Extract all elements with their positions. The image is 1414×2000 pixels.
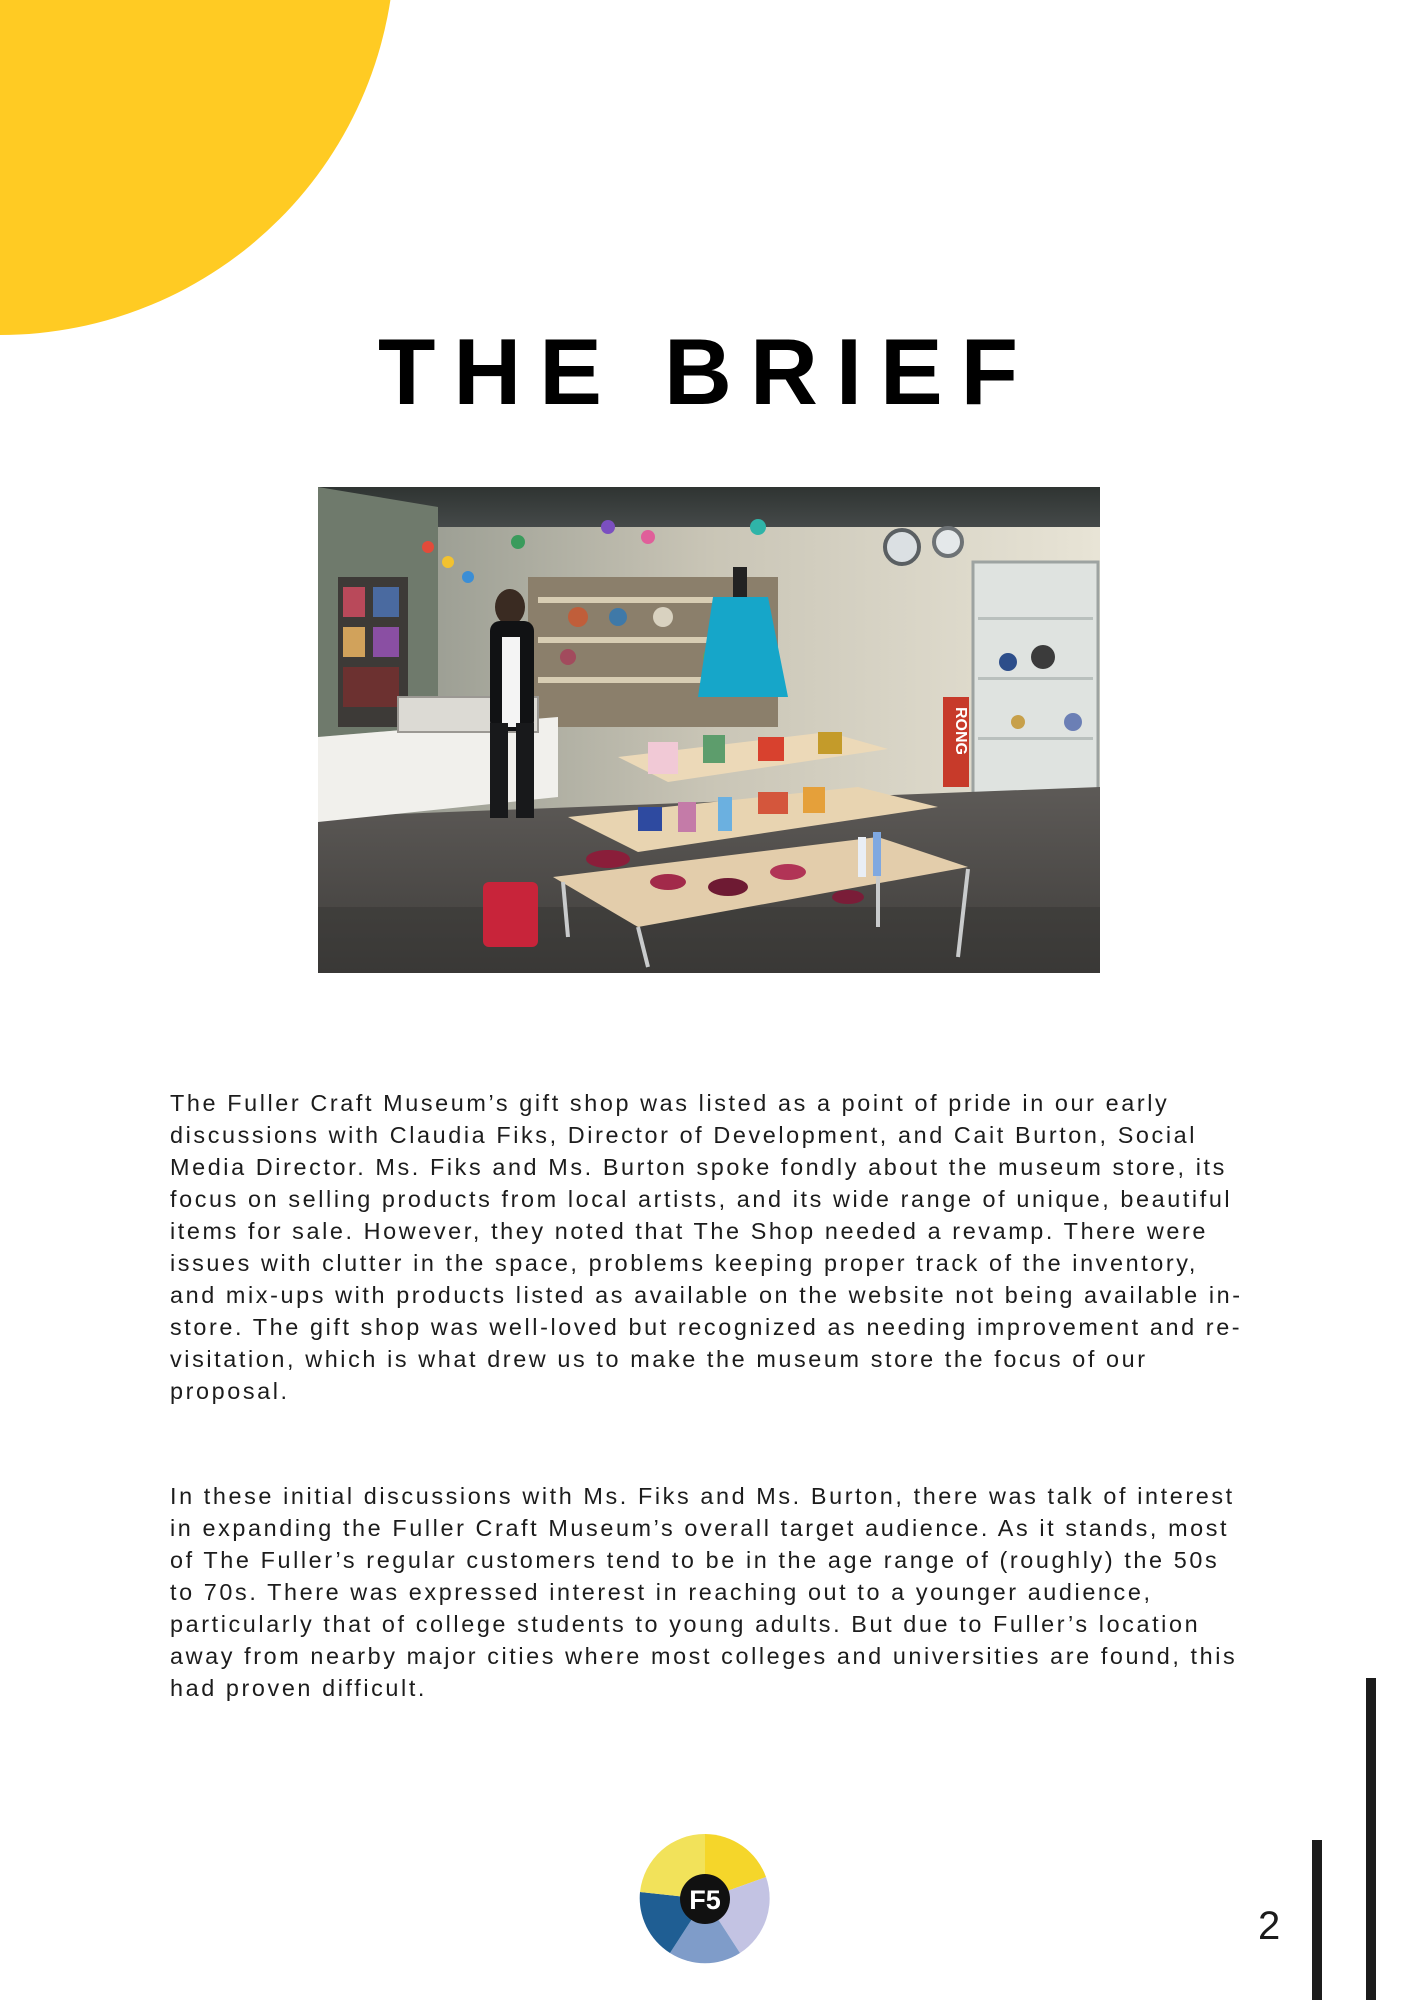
decorative-bar-short	[1312, 1840, 1322, 2000]
store-sign-text: RONG	[952, 707, 969, 755]
f5-logo	[638, 1832, 772, 1966]
page-title: THE BRIEF	[377, 318, 1037, 424]
paragraph-target-audience: In these initial discussions with Ms. Fiks and Ms. Burton, there was talk of interest in expanding the Fuller Craft Museum’s overall target audience. As it stands, most of The Fuller’s regular customers tend to be in the age range of (roughly) the 50s to 70s. There was expressed interest in reaching out to a younger audience, particularly that of college students to young adults. But due to Fuller’s location away from nearby major cities where most colleges and universities are found, this had proven difficult.	[170, 1483, 1238, 1701]
decorative-yellow-circle	[0, 0, 395, 335]
logo-text: F5	[689, 1885, 721, 1915]
page-number: 2	[1258, 1904, 1281, 1948]
paragraph-gift-shop: The Fuller Craft Museum’s gift shop was listed as a point of pride in our early discussions with Claudia Fiks, Director of Development, and Cait Burton, Social Media Director. Ms. Fiks and Ms. Burton spoke fondly about the museum store, its focus on selling products from local artists, and its wide range of unique, beautiful items for sale. However, they noted that The Shop needed a revamp. There were issues with clutter in the space, problems keeping proper track of the inventory, and mix-ups with products listed as available on the website not being available in-store. The gift shop was well-loved but recognized as needing improvement and re-visitation, which is what drew us to make the museum store the focus of our proposal.	[170, 1090, 1243, 1404]
gift-shop-photo	[318, 487, 1100, 973]
decorative-bar-long	[1366, 1678, 1376, 2000]
